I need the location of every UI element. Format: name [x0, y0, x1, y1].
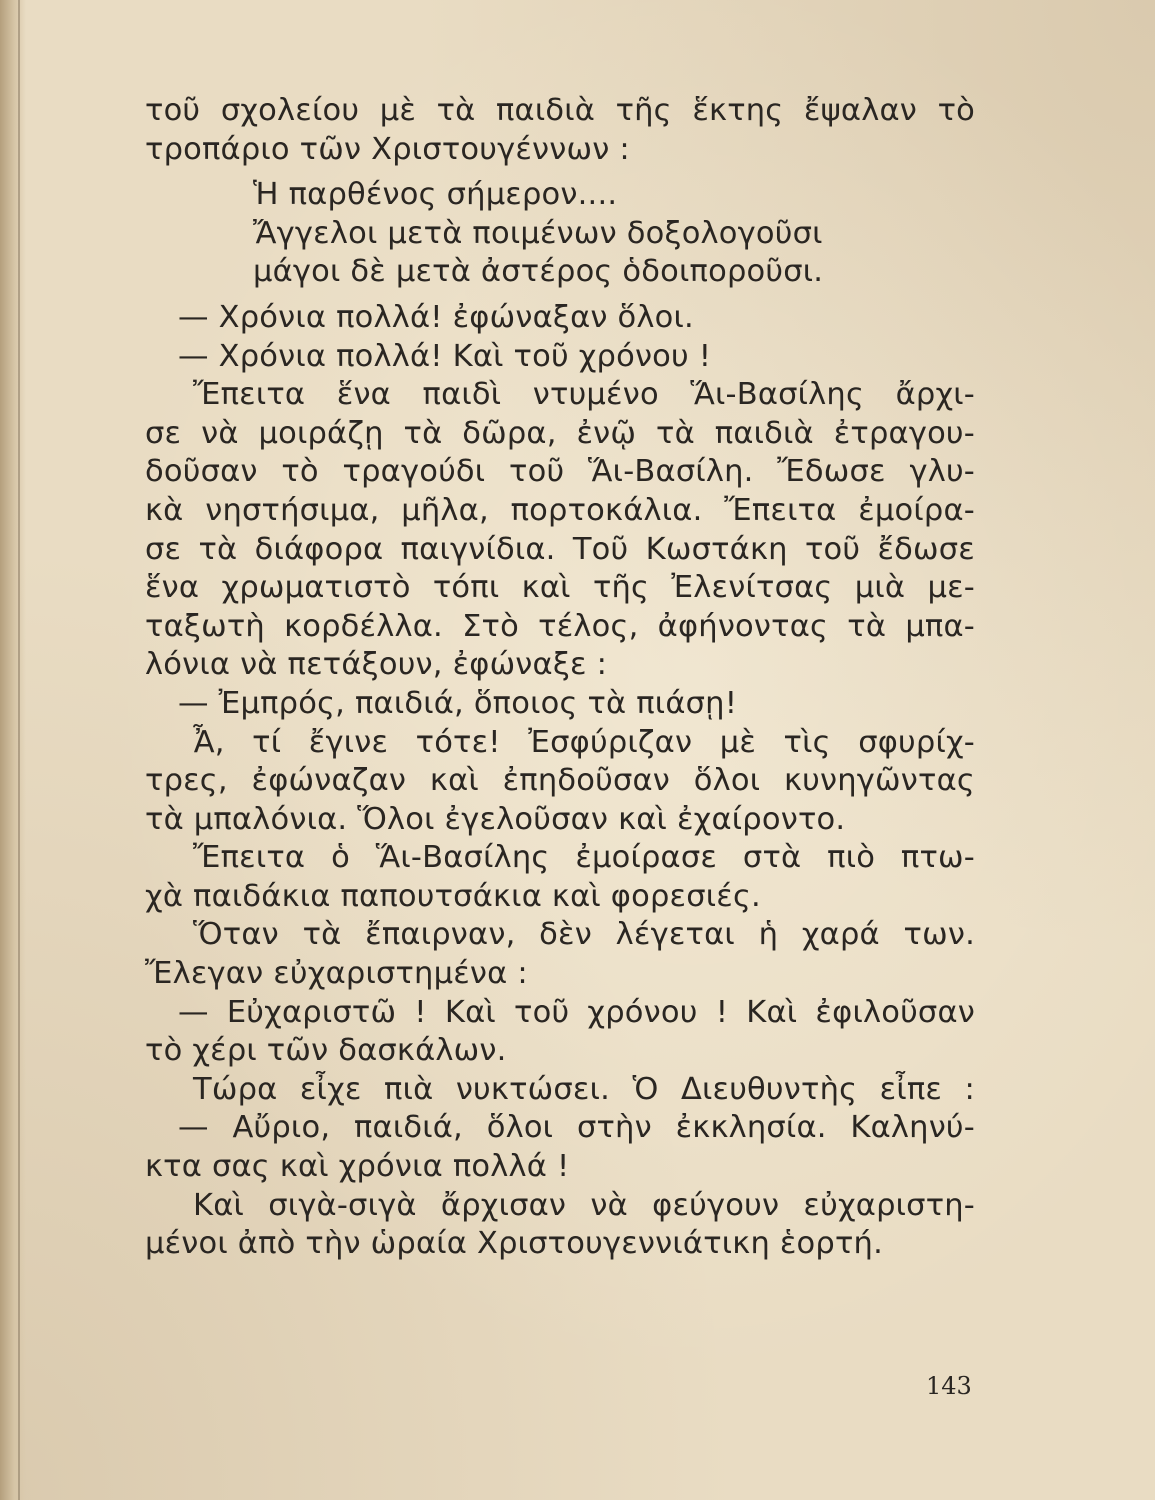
text-line: τὸ χέρι τῶν δασκάλων. [145, 1033, 507, 1069]
text-line: σε νὰ μοιράζῃ τὰ δῶρα, ἐνῷ τὰ παιδιὰ ἐτραγου- [145, 415, 975, 451]
text-line: τοῦ σχολείου μὲ τὰ παιδιὰ τῆς ἕκτης ἔψαλαν τὸ [145, 93, 975, 128]
text-line: κὰ νηστήσιμα, μῆλα, πορτοκάλια. Ἔπειτα ἐμοίρα- [145, 492, 975, 528]
paragraph-first-line: Ὅταν τὰ ἔπαιρναν, δὲν λέγεται ἡ χαρά των. [193, 917, 975, 953]
text-line: κτα σας καὶ χρόνια πολλά ! [145, 1149, 570, 1185]
hymn-line: Ἡ παρθένος σήμερον.... [253, 177, 618, 213]
text-line: σε τὰ διάφορα παιγνίδια. Τοῦ Κωστάκη τοῦ ἔδωσε [145, 531, 975, 567]
text-line: δοῦσαν τὸ τραγούδι τοῦ Ἅι-Βασίλη. Ἔδωσε γλυ- [145, 454, 975, 490]
paragraph-first-line: Ἔπειτα ἕνα παιδὶ ντυμένο Ἅι-Βασίλης ἄρχι- [193, 377, 975, 413]
text-line: τὰ μπαλόνια. Ὅλοι ἐγελοῦσαν καὶ ἐχαίροντο. [145, 801, 846, 837]
text-line: τρες, ἐφώναζαν καὶ ἐπηδοῦσαν ὅλοι κυνηγῶντας [145, 763, 975, 799]
paragraph-first-line: Ἔπειτα ὁ Ἅι-Βασίλης ἐμοίρασε στὰ πιὸ πτω- [193, 840, 975, 876]
text-line: ἕνα χρωματιστὸ τόπι καὶ τῆς Ἐλενίτσας μιὰ με- [145, 570, 975, 606]
dialogue-line: — Χρόνια πολλά! Καὶ τοῦ χρόνου ! [178, 338, 712, 374]
paragraph-first-line: Καὶ σιγὰ-σιγὰ ἄρχισαν νὰ φεύγουν εὐχαριστη- [193, 1187, 975, 1223]
text-line: μένοι ἀπὸ τὴν ὡραία Χριστουγεννιάτικη ἑορτή. [145, 1226, 883, 1262]
hymn-line: Ἄγγελοι μετὰ ποιμένων δοξολογοῦσι [253, 215, 823, 251]
text-line: λόνια νὰ πετάξουν, ἐφώναξε : [145, 647, 608, 683]
dialogue-line: — Χρόνια πολλά! ἐφώναξαν ὅλοι. [178, 299, 694, 335]
dialogue-line: — Αὔριο, παιδιά, ὅλοι στὴν ἐκκλησία. Καληνύ- [178, 1110, 975, 1146]
page-gutter-shadow [0, 0, 26, 1500]
page-number: 143 [926, 1372, 972, 1400]
text-line: χὰ παιδάκια παπουτσάκια καὶ φορεσιές. [145, 878, 761, 914]
body-text [145, 92, 975, 1264]
paragraph-first-line: Ἆ, τί ἔγινε τότε! Ἐσφύριζαν μὲ τὶς σφυρίχ- [193, 724, 975, 760]
binding-edge [18, 0, 20, 1500]
dialogue-line: — Ἐμπρός, παιδιά, ὅποιος τὰ πιάσῃ! [178, 685, 738, 721]
dialogue-line: — Εὐχαριστῶ ! Καὶ τοῦ χρόνου ! Καὶ ἐφιλοῦσαν [178, 994, 975, 1030]
text-line: ταξωτὴ κορδέλλα. Στὸ τέλος, ἀφήνοντας τὰ μπα- [145, 608, 975, 644]
hymn-line: μάγοι δὲ μετὰ ἀστέρος ὁδοιποροῦσι. [253, 254, 824, 290]
text-line: Ἔλεγαν εὐχαριστημένα : [145, 956, 528, 992]
paragraph-first-line: Τώρα εἶχε πιὰ νυκτώσει. Ὁ Διευθυντὴς εἶπε : [193, 1071, 975, 1107]
text-line: τροπάριο τῶν Χριστουγέννων : [145, 131, 630, 167]
